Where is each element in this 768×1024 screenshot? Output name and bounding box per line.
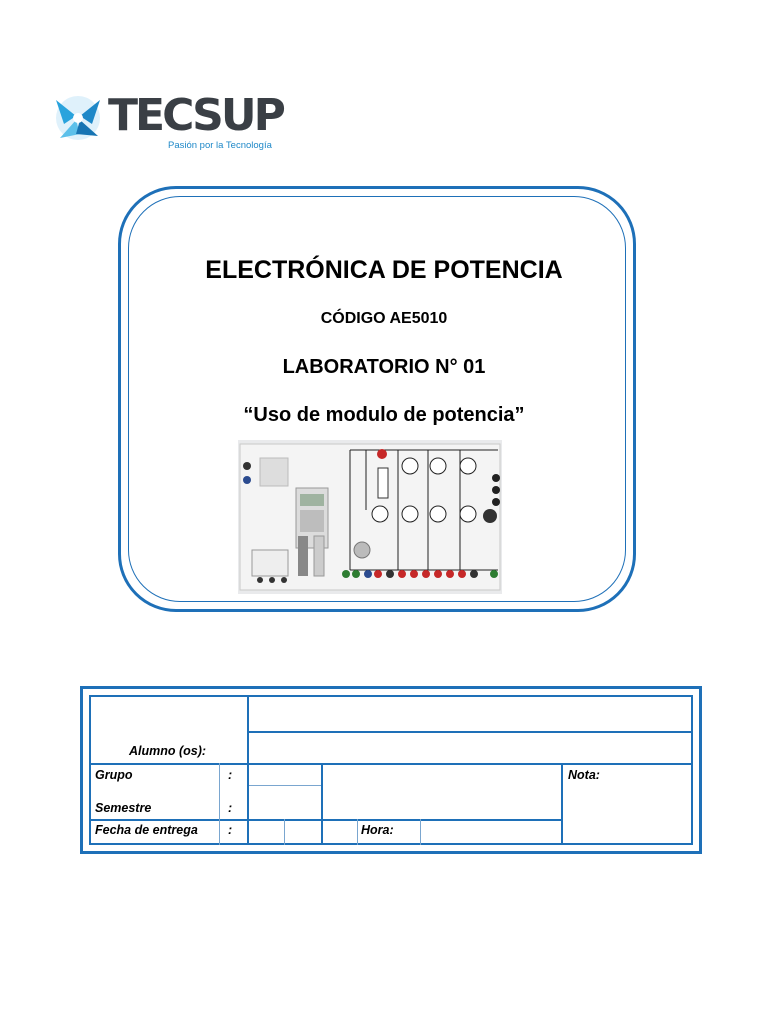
delivery-date-colon: : [228,823,233,837]
course-title: ELECTRÓNICA DE POTENCIA [205,256,563,284]
student-form [80,686,702,854]
logo-wordmark: TECSUP [108,90,283,141]
group-colon: : [228,768,233,782]
semester-label: Semestre [95,801,152,815]
course-code: CÓDIGO AE5010 [320,310,448,327]
tecsup-logo [50,86,290,156]
delivery-date-label: Fecha de entrega [95,823,198,837]
power-module-photo [238,440,502,594]
lab-number: LABORATORIO N° 01 [282,356,486,378]
semester-colon: : [228,801,233,815]
time-label: Hora: [361,823,394,837]
grade-label: Nota: [568,768,600,782]
logo-tagline: Pasión por la Tecnología [168,140,272,151]
group-label: Grupo [95,768,133,782]
tecsup-mark-icon [50,90,106,146]
student-label: Alumno (os): [129,744,207,758]
lab-topic: “Uso de modulo de potencia” [243,404,525,426]
